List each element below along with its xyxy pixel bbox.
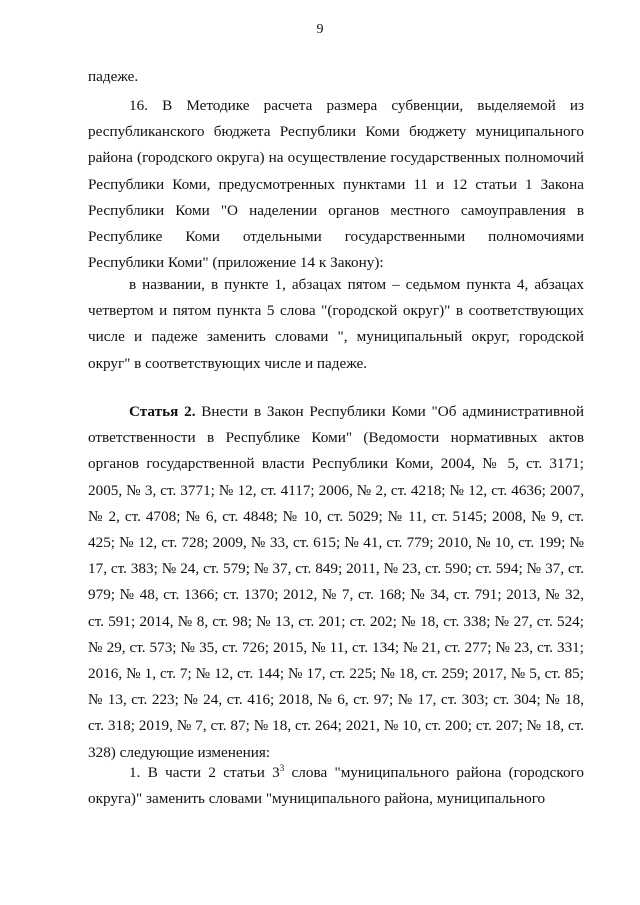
page-number: 9: [316, 22, 324, 37]
article-2-text: Внести в Закон Республики Коми "Об административной ответственности в Республике Коми" (Ведомости нормативных актов органов государственной власти Республики Коми, 2004, № 5, ст. 3171; 2005, № 3, ст. 3771; № 12, ст. 4117; 2006, № 2, ст. 4218; № 12, ст. 4636; 2007, № 2, ст. 4708; № 6, ст. 4848; № 10, ст. 5029; № 11, ст. 5145; 2008, № 9, ст. 425; № 12, ст. 728; 2009, № 33, ст. 615; № 41, ст. 779; 2010, № 10, ст. 199; № 17, ст. 383; № 24, ст. 579; № 37, ст. 849; 2011, № 23, ст. 590; ст. 594; № 37, ст. 979; № 48, ст. 1366; ст. 1370; 2012, № 7, ст. 168; № 34, ст. 791; 2013, № 32, ст. 591; 2014, № 8, ст. 98; № 13, ст. 201; ст. 202; № 18, ст. 338; № 27, ст. 524; № 29, ст. 573; № 35, ст. 726; 2015, № 11, ст. 134; № 21, ст. 277; № 23, ст. 331; 2016, № 1, ст. 7; № 12, ст. 144; № 17, ст. 225; № 18, ст. 259; 2017, № 5, ст. 85; № 13, ст. 223; № 24, ст. 416; 2018, № 6, ст. 97; № 17, ст. 303; ст. 304; № 18, ст. 318; 2019, № 7, ст. 87; № 18, ст. 264; 2021, № 10, ст. 200; ст. 207; № 18, ст. 328) следующие изменения:: [88, 403, 584, 761]
item-16-paragraph: 16. В Методике расчета размера субвенции, выделяемой из республиканского бюджета Республики Коми бюджету муниципального района (городского округа) на осуществление государственных полномочий Республики Коми, предусмотренных пунктами 11 и 12 статьи 1 Закона Республики Коми "О наделении органов местного самоуправления в Республике Коми отдельными государственными полномочиями Республики Коми" (приложение 14 к Закону):: [88, 97, 584, 272]
article-2-paragraph: [88, 399, 584, 766]
item-1-text-before: 1. В части 2 статьи 3: [129, 764, 280, 781]
article-2-heading: Статья 2.: [129, 403, 196, 420]
item-1-text-after: слова "муниципального района (городского округа)" заменить словами "муниципального района, муниципального: [88, 764, 584, 808]
item-1-paragraph: [88, 760, 584, 812]
paragraph-fragment: падеже.: [88, 68, 139, 85]
item-16-subparagraph: в названии, в пункте 1, абзацах пятом – седьмом пункта 4, абзацах четвертом и пятом пункта 5 слова "(городской округ)" в соответствующих числе и падеже заменить словами ", муниципальный округ, городской округ" в соответствующих числе и падеже.: [88, 276, 584, 372]
item-1-superscript: 3: [279, 762, 285, 773]
